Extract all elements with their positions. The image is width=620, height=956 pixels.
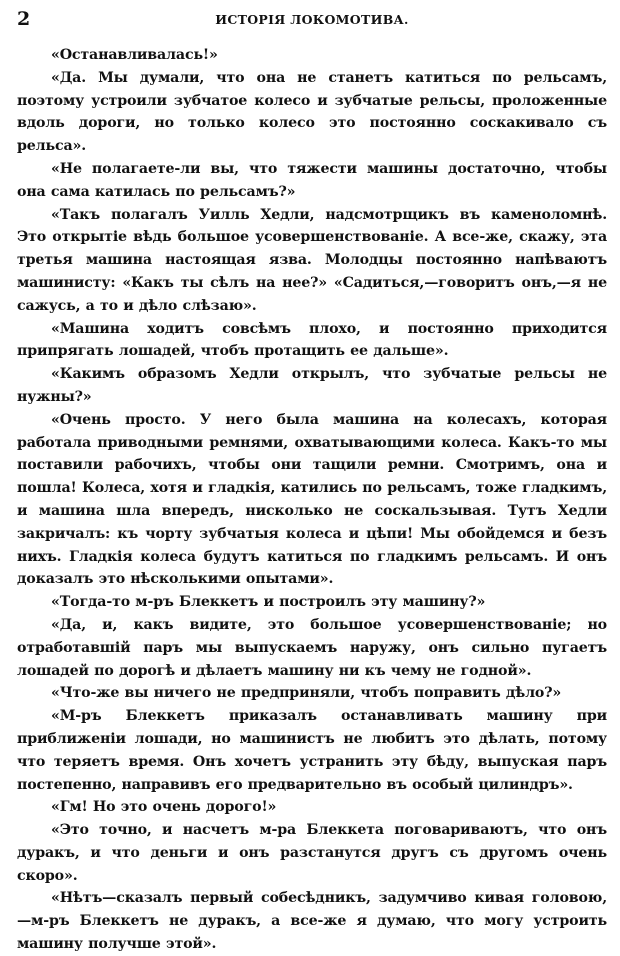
- paragraph: «Гм! Но это очень дорого!»: [51, 799, 277, 816]
- body-text: [17, 44, 607, 956]
- paragraph: «Что-же вы ничего не предприняли, чтобъ поправить дѣло?»: [51, 685, 562, 702]
- paragraph: «Да, и, какъ видите, это большое усовершенствованіе; но отработавшій паръ мы выпускаемъ наружу, онъ сильно пугаетъ лошадей по дорогѣ и дѣлаетъ машину ни къ чему не годной».: [17, 616, 607, 679]
- paragraph: «М-ръ Блеккетъ приказалъ останавливать машину при приближеніи лошади, но машинистъ не любитъ это дѣлать, потому что теряетъ время. Онъ хочетъ устранить эту бѣду, выпуская паръ постепенно, направивъ его предварительно въ особый цилиндръ».: [17, 708, 607, 793]
- paragraph: «Такъ полагалъ Уилль Хедли, надсмотрщикъ въ каменоломнѣ. Это открытіе вѣдь большое усовершенствованіе. А все-же, скажу, эта третья машина настоящая язва. Молодцы постоянно напѣваютъ машинисту: «Какъ ты сѣлъ на нее?» «Садиться,—говоритъ онъ,—я не сажусь, а то и дѣло слѣзаю».: [17, 206, 607, 314]
- running-title: ИСТОРІЯ ЛОКОМОТИВА.: [215, 12, 409, 27]
- paragraph: «Тогда-то м-ръ Блеккетъ и построилъ эту машину?»: [51, 594, 486, 611]
- paragraph: «Очень просто. У него была машина на колесахъ, которая работала приводными ремнями, охватывающими колеса. Какъ-то мы поставили рабочихъ, чтобы они тащили ремни. Смотримъ, она и пошла! Колеса, хотя и гладкія, катились по рельсамъ, тоже гладкимъ, и машина шла впередъ, нисколько не соскальзывая. Тутъ Хедли закричалъ: къ чорту зубчатыя колеса и цѣпи! Мы обойдемся и безъ нихъ. Гладкія колеса будутъ катиться по гладкимъ рельсамъ. И онъ доказалъ это нѣсколькими опытами».: [17, 411, 607, 588]
- paragraph: «Это точно, и насчетъ м-ра Блеккета поговариваютъ, что онъ дуракъ, и что деньги и онъ разстанутся другъ съ другомъ очень скоро».: [17, 822, 607, 884]
- paragraph: «Не полагаете-ли вы, что тяжести машины достаточно, чтобы она сама катилась по рельсамъ?»: [17, 160, 607, 200]
- page-header: [17, 6, 607, 36]
- page-number: 2: [17, 8, 31, 30]
- paragraph: «Нѣтъ—сказалъ первый собесѣдникъ, задумчиво кивая головою,—м-ръ Блеккетъ не дуракъ, а все-же я думаю, что могу устроить машину получше этой».: [17, 890, 607, 953]
- paragraph: «Да. Мы думали, что она не станетъ катиться по рельсамъ, поэтому устроили зубчатое колесо и зубчатые рельсы, проложенные вдоль дороги, но только колесо это постоянно соскакивало съ рельса».: [17, 69, 607, 155]
- paragraph: «Машина ходитъ совсѣмъ плохо, и постоянно приходится припрягать лошадей, чтобъ протащить ее дальше».: [17, 320, 607, 360]
- paragraph: «Какимъ образомъ Хедли открылъ, что зубчатые рельсы не нужны?»: [17, 366, 607, 405]
- paragraph: «Останавливалась!»: [51, 47, 218, 63]
